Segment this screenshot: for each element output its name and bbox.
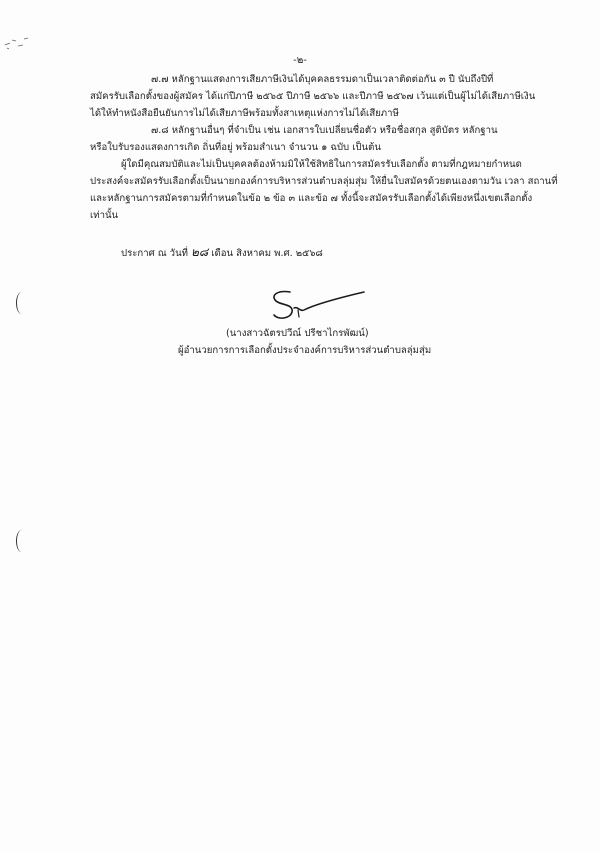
punch-hole-mark-lower: [16, 530, 27, 552]
announcement-date-suffix: เดือน สิงหาคม พ.ศ. ๒๕๖๘: [211, 248, 323, 259]
announcement-date: [121, 246, 323, 260]
closing-paragraph-line-2: ประสงค์จะสมัครรับเลือกตั้งเป็นนายกองค์การบริหารส่วนตำบลลุ่มสุ่ม ให้ยื่นใบสมัครด้วยตนเองตามวัน เวลา สถานที่: [90, 176, 558, 187]
item-7-7-line-1: ๗.๗ หลักฐานแสดงการเสียภาษีเงินได้บุคคลธรรมดาเป็นเวลาติดต่อกัน ๓ ปี นับถึงปีที่: [151, 74, 494, 85]
signatory-name: (นางสาวฉัตรปวีณ์ ปรีชาไกรพัฒน์): [226, 328, 369, 339]
closing-paragraph-line-4: เท่านั้น: [90, 210, 119, 221]
handwritten-signature: [260, 286, 370, 328]
closing-paragraph-line-3: และหลักฐานการสมัครตามที่กำหนดในข้อ ๒ ข้อ ๓ และข้อ ๗ ทั้งนี้จะสมัครรับเลือกตั้งได้เพียงหนึ่งเขตเลือกตั้ง: [90, 193, 533, 204]
announcement-date-prefix: ประกาศ ณ วันที่: [121, 248, 188, 259]
scan-artifact-mark: [4, 36, 30, 52]
item-7-8-line-1: ๗.๘ หลักฐานอื่นๆ ที่จำเป็น เช่น เอกสารใบเปลี่ยนชื่อตัว หรือชื่อสกุล สูติบัตร หลักฐาน: [151, 125, 498, 136]
announcement-day-handwritten: ๒๘: [191, 245, 209, 259]
punch-hole-mark-upper: [16, 292, 27, 314]
item-7-7-line-2: สมัครรับเลือกตั้งของผู้สมัคร ได้แก่ปีภาษี ๒๕๖๕ ปีภาษี ๒๕๖๖ และปีภาษี ๒๕๖๗ เว้นแต่เป็นผู้ไม่ได้เสียภาษีเงิน: [90, 91, 536, 102]
item-7-8-line-2: หรือใบรับรองแสดงการเกิด ถิ่นที่อยู่ พร้อมสำเนา จำนวน ๑ ฉบับ เป็นต้น: [90, 142, 381, 153]
closing-paragraph-line-1: ผู้ใดมีคุณสมบัติและไม่เป็นบุคคลต้องห้ามมิให้ใช้สิทธิในการสมัครรับเลือกตั้ง ตามที่กฎหมายกำหนด: [121, 159, 522, 170]
item-7-7-line-3: ได้ให้ทำหนังสือยืนยันการไม่ได้เสียภาษีพร้อมทั้งสาเหตุแห่งการไม่ได้เสียภาษี: [90, 108, 399, 119]
signatory-position: ผู้อำนวยการการเลือกตั้งประจำองค์การบริหารส่วนตำบลลุ่มสุ่ม: [178, 345, 432, 356]
page-number: -๒-: [293, 55, 307, 66]
